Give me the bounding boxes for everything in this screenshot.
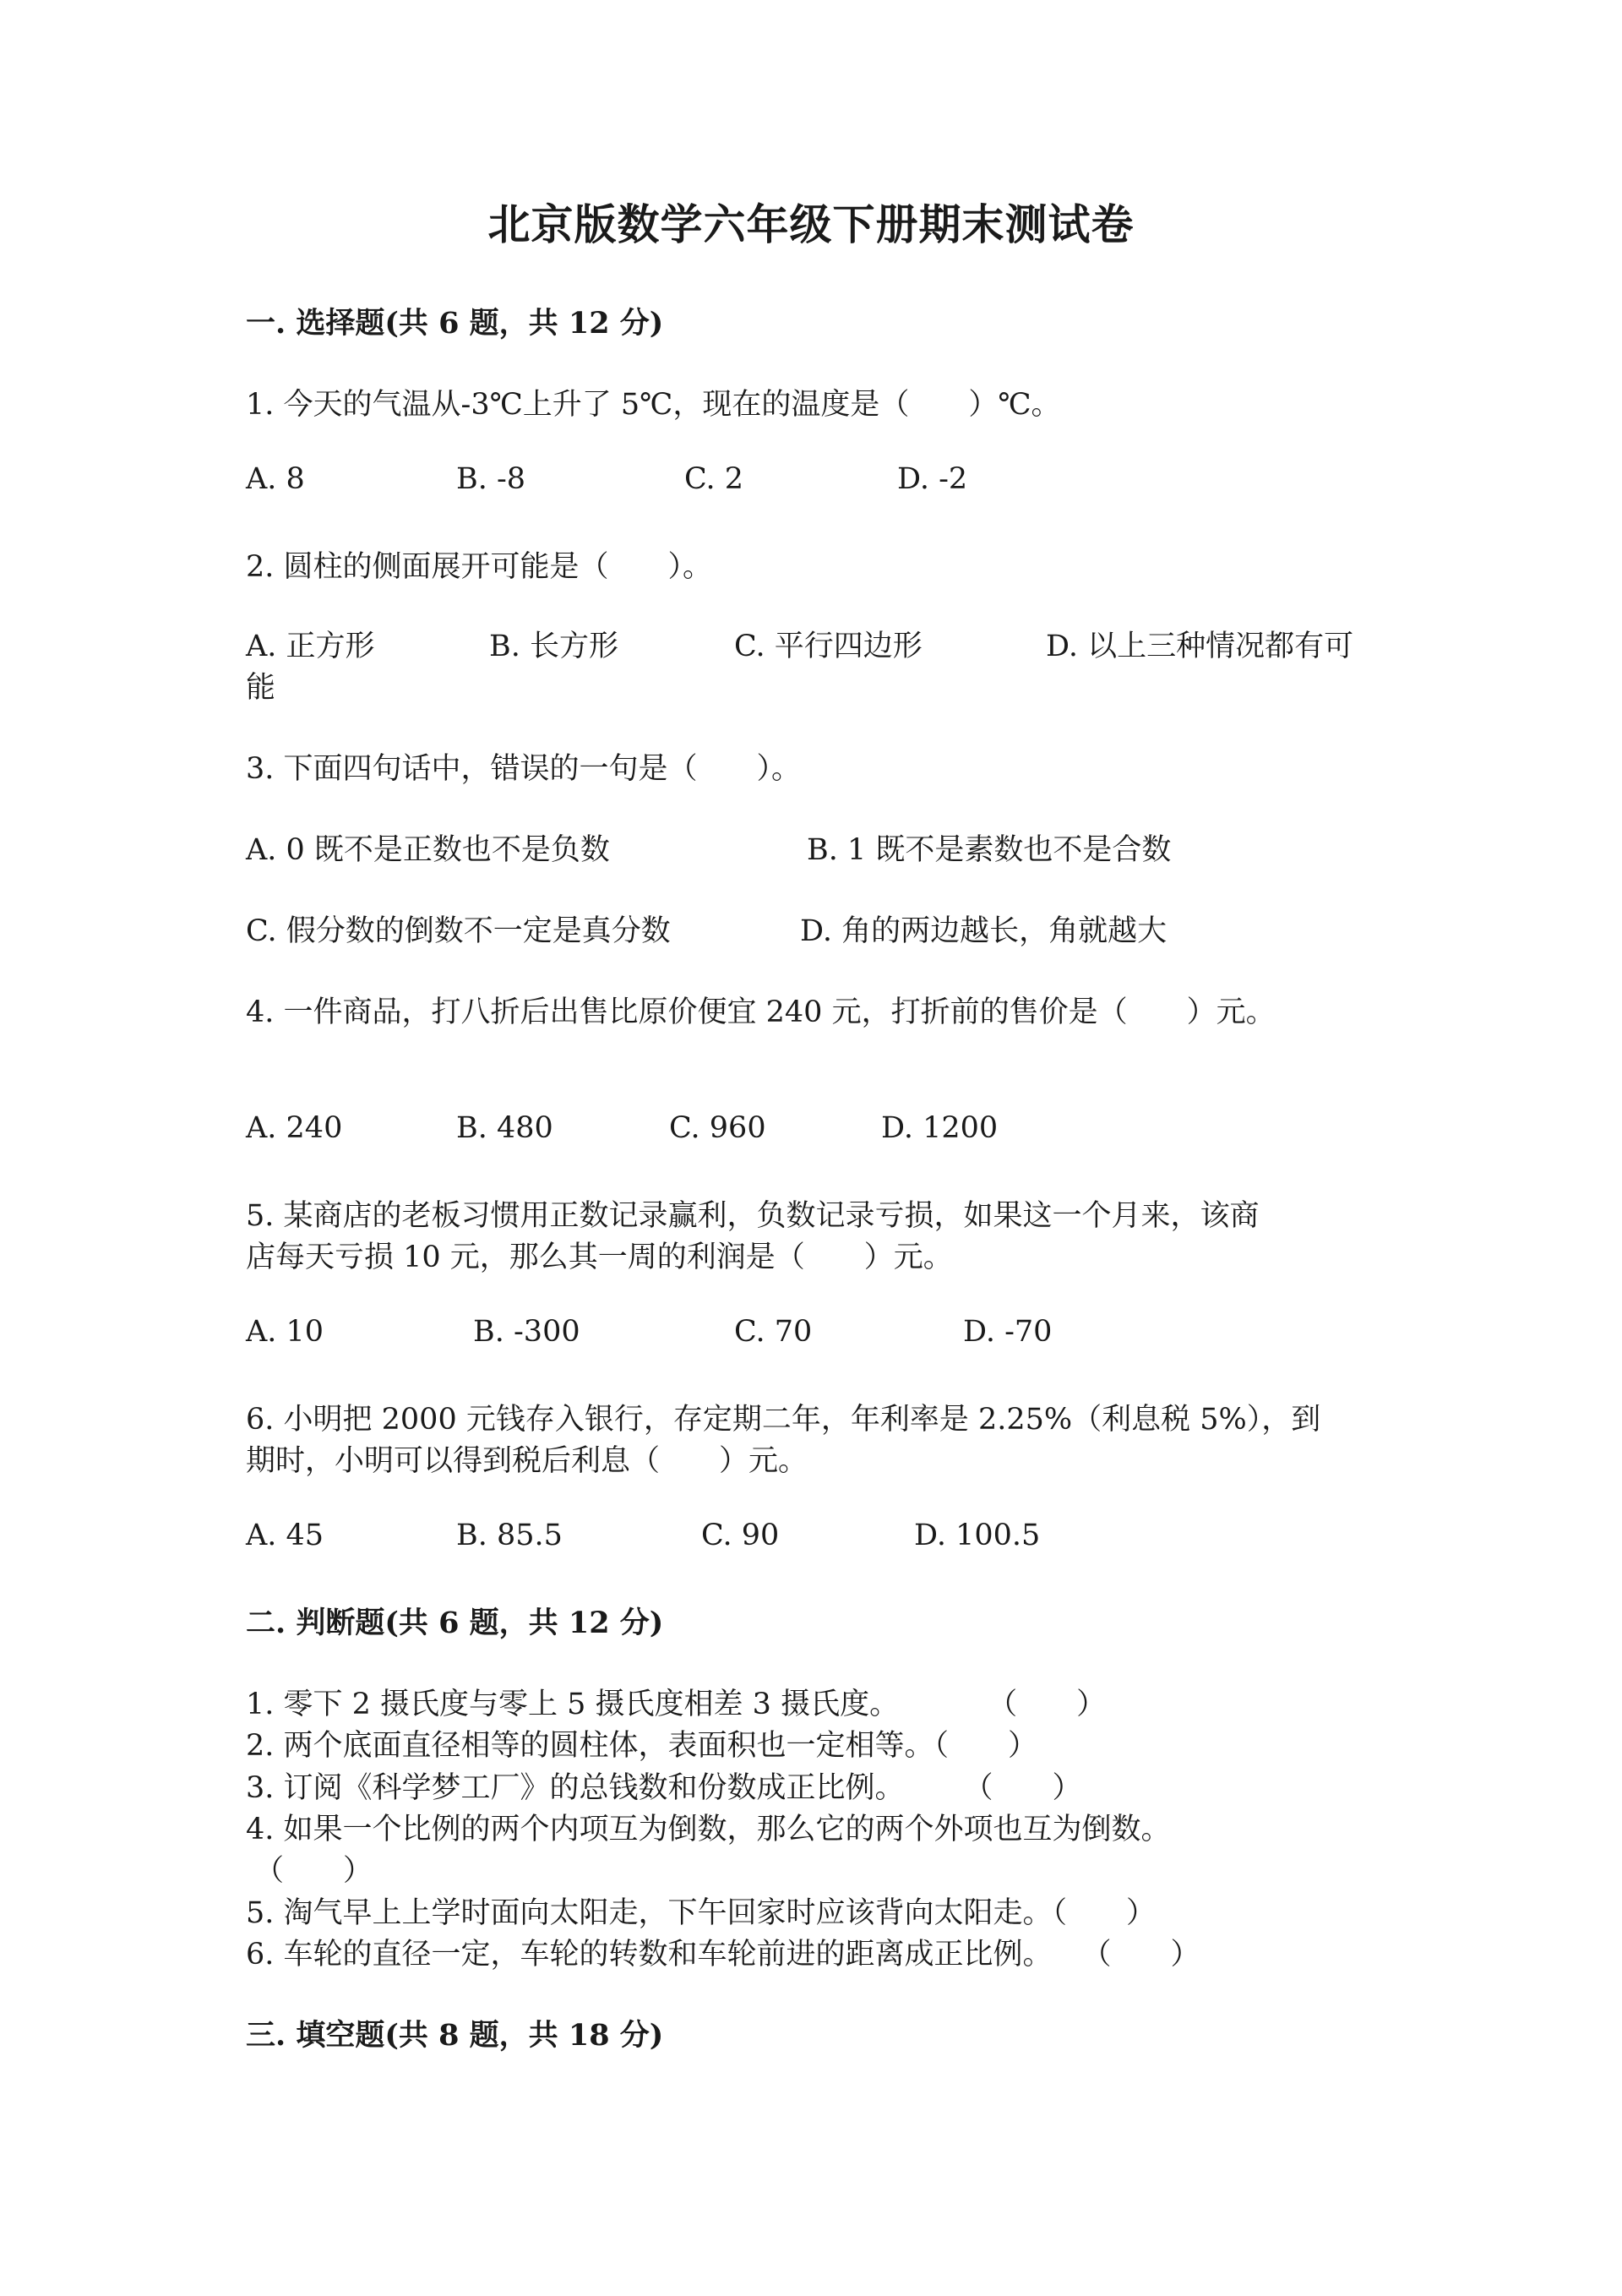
option-d-wrap: 能 — [246, 671, 276, 705]
option-c: C. 90 — [701, 1519, 780, 1552]
option-d: D. 以上三种情况都有可 — [1046, 630, 1354, 663]
judgement-item: 4. 如果一个比例的两个内项互为倒数，那么它的两个外项也互为倒数。 — [246, 1813, 1171, 1846]
option-b: B. -8 — [456, 462, 526, 496]
judgement-item: 2. 两个底面直径相等的圆柱体，表面积也一定相等。（ ） — [246, 1729, 1038, 1763]
option-c: C. 70 — [734, 1315, 813, 1349]
question-stem: 5. 某商店的老板习惯用正数记录赢利，负数记录亏损，如果这一个月来，该商 — [246, 1199, 1260, 1233]
option-b: B. -300 — [473, 1315, 580, 1349]
section-heading-judgement: 二. 判断题(共 6 题，共 12 分) — [246, 1606, 664, 1640]
section-heading-fill: 三. 填空题(共 8 题，共 18 分) — [246, 2018, 664, 2053]
option-d: D. -2 — [897, 462, 968, 496]
judgement-item: 5. 淘气早上上学时面向太阳走，下午回家时应该背向太阳走。（ ） — [246, 1896, 1157, 1930]
option-b: B. 85.5 — [456, 1519, 563, 1552]
question-stem: 4. 一件商品，打八折后出售比原价便宜 240 元，打折前的售价是（ ）元。 — [246, 995, 1276, 1029]
option-d: D. -70 — [963, 1315, 1053, 1349]
option-a: A. 45 — [246, 1519, 324, 1552]
option-a: A. 8 — [246, 462, 305, 496]
question-stem: 1. 今天的气温从-3℃上升了 5℃，现在的温度是（ ）℃。 — [246, 388, 1061, 422]
option-d: D. 角的两边越长，角就越大 — [800, 914, 1168, 948]
option-c: C. 2 — [684, 462, 744, 496]
option-c: C. 假分数的倒数不一定是真分数 — [246, 914, 671, 948]
exam-title: 北京版数学六年级下册期末测试卷 — [487, 199, 1135, 249]
question-stem: 6. 小明把 2000 元钱存入银行，存定期二年，年利率是 2.25%（利息税 5%），到 — [246, 1403, 1321, 1437]
question-stem: 3. 下面四句话中，错误的一句是（ ）。 — [246, 752, 802, 786]
option-b: B. 480 — [456, 1111, 553, 1145]
option-a: A. 240 — [246, 1111, 343, 1145]
option-b: B. 1 既不是素数也不是合数 — [807, 833, 1172, 867]
option-a: A. 0 既不是正数也不是负数 — [246, 833, 610, 867]
judgement-item-bracket: （ ） — [254, 1854, 373, 1888]
question-stem: 2. 圆柱的侧面展开可能是（ ）。 — [246, 550, 713, 584]
question-stem-continued: 期时，小明可以得到税后利息（ ）元。 — [246, 1444, 808, 1478]
option-a: A. 正方形 — [246, 630, 375, 663]
judgement-item: 3. 订阅《科学梦工厂》的总钱数和份数成正比例。 （ ） — [246, 1771, 1082, 1805]
judgement-item: 6. 车轮的直径一定，车轮的转数和车轮前进的距离成正比例。 （ ） — [246, 1938, 1200, 1972]
section-heading-choice: 一. 选择题(共 6 题，共 12 分) — [246, 306, 664, 341]
option-a: A. 10 — [246, 1315, 324, 1349]
option-b: B. 长方形 — [489, 630, 618, 663]
option-d: D. 1200 — [881, 1111, 999, 1145]
option-c: C. 960 — [669, 1111, 766, 1145]
question-stem-continued: 店每天亏损 10 元，那么其一周的利润是（ ）元。 — [246, 1241, 953, 1274]
judgement-item: 1. 零下 2 摄氏度与零上 5 摄氏度相差 3 摄氏度。 （ ） — [246, 1688, 1107, 1721]
option-d: D. 100.5 — [914, 1519, 1041, 1552]
option-c: C. 平行四边形 — [734, 630, 923, 663]
